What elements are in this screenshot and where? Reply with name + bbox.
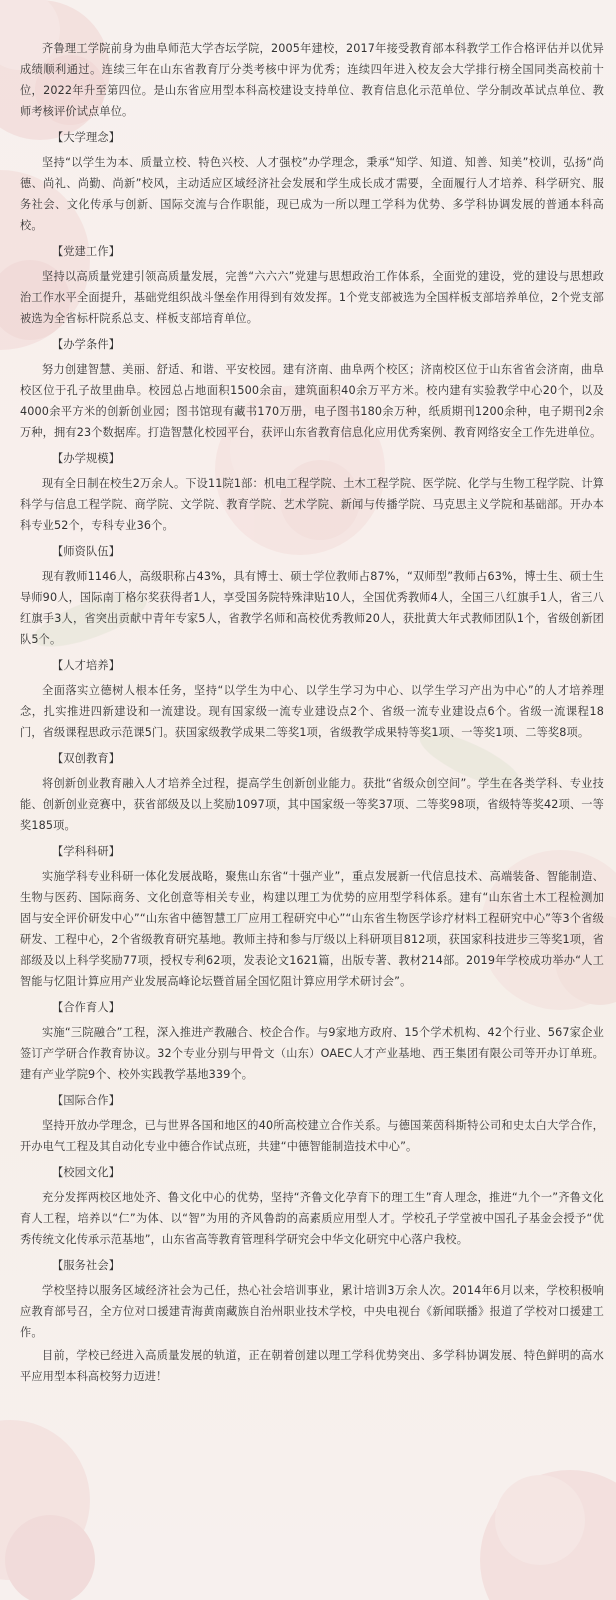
section-text: 坚持开放办学理念，已与世界各国和地区的40所高校建立合作关系。与德国莱茵科斯特公司和史太白大学合作，开办电气工程及其自动化专业中德合作试点班，共建“中德智能制造技术中心”。 [20, 1119, 604, 1153]
section-text: 现有全日制在校生2万余人。下设11院1部：机电工程学院、土木工程学院、医学院、化学与生物工程学院、计算科学与信息工程学院、商学院、文学院、教育学院、艺术学院、新闻与传播学院、马克思主义学院和基础部。开办本科专业52个，专科专业36个。 [20, 477, 604, 532]
section-conditions [20, 335, 604, 443]
section-cooperation [20, 998, 604, 1085]
section-philosophy [20, 128, 604, 236]
section-title: 【办学规模】 [52, 452, 121, 465]
section-title: 【学科科研】 [52, 845, 121, 858]
section-faculty [20, 542, 604, 650]
section-title: 【国际合作】 [52, 1094, 121, 1107]
peony-bottom-right-icon [480, 1470, 616, 1600]
section-text: 实施学科专业科研一体化发展战略，聚焦山东省“十强产业”，重点发展新一代信息技术、高端装备、智能制造、生物与医药、国际商务、文化创意等相关专业，构建以理工为优势的应用型学科体系。建有“山东省土木工程检测加固与安全评价研发中心”“山东省中德智慧工厂应用工程研究中心”“山东省生物医学诊疗材料工程研究中心”等3个省级研发、工程中心，2个省级教育研究基地。教师主持和参与厅级以上科研项目812项，获国家科技进步三等奖1项，省部级及以上科学奖励77项，授权专利62项，发表论文1621篇，出版专著、教材214部。2019年学校成功举办“人工智能与忆阻计算应用产业发展高峰论坛暨首届全国忆阻计算应用学术研讨会”。 [20, 870, 604, 988]
section-title: 【大学理念】 [52, 131, 121, 144]
section-text: 坚持“以学生为本、质量立校、特色兴校、人才强校”办学理念，秉承“知学、知道、知善、知美”校训，弘扬“尚德、尚礼、尚勤、尚新”校风，主动适应区域经济社会发展和学生成长成才需要，全面履行人才培养、科学研究、服务社会、文化传承与创新、国际交流与合作职能，现已成为一所以理工学科为优势、多学科协调发展的普通本科高校。 [20, 156, 604, 232]
section-text: 将创新创业教育融入人才培养全过程，提高学生创新创业能力。获批“省级众创空间”。学生在各类学科、专业技能、创新创业竞赛中，获省部级及以上奖励1097项，其中国家级一等奖37项、二等奖98项，省级特等奖42项、一等奖185项。 [20, 777, 604, 832]
section-international [20, 1091, 604, 1157]
section-research [20, 842, 604, 992]
section-text: 充分发挥两校区地处齐、鲁文化中心的优势，坚持“齐鲁文化孕育下的理工生”育人理念，推进“九个一”齐鲁文化育人工程，培养以“仁”为体、以“智”为用的齐风鲁韵的高素质应用型人才。学校孔子学堂被中国孔子基金会授予“优秀传统文化传承示范基地”，山东省高等教育管理科学研究会中华文化研究中心落户我校。 [20, 1191, 604, 1246]
intro-paragraph: 齐鲁理工学院前身为曲阜师范大学杏坛学院，2005年建校，2017年接受教育部本科教学工作合格评估并以优异成绩顺利通过。连续三年在山东省教育厅分类考核中评为优秀；连续四年进入校友会大学排行榜全国同类高校前十位，2022年升至第四位。是山东省应用型本科高校建设支持单位、教育信息化示范单位、学分制改革试点单位、教师考核评价试点单位。 [20, 42, 604, 118]
section-text: 学校坚持以服务区域经济社会为己任，热心社会培训事业，累计培训3万余人次。2014年6月以来，学校积极响应教育部号召，全方位对口援建青海黄南藏族自治州职业技术学校，中央电视台《新闻联播》报道了学校对口援建工作。 [20, 1284, 604, 1339]
section-text: 全面落实立德树人根本任务，坚持“以学生为中心、以学生学习为中心、以学生学习产出为中心”的人才培养理念，扎实推进四新建设和一流建设。现有国家级一流专业建设点2个、省级一流专业建设点6个。省级一流课程18门，省级课程思政示范课5门。获国家级教学成果二等奖1项，省级教学成果特等奖1项、一等奖1项、二等奖8项。 [20, 684, 604, 739]
section-text: 现有教师1146人，高级职称占43%，具有博士、硕士学位教师占87%，“双师型”教师占63%，博士生、硕士生导师90人，国际南丁格尔奖获得者1人，享受国务院特殊津贴10人，全国优秀教师4人，全国三八红旗手1人，省三八红旗手3人，省突出贡献中青年专家5人，省教学名师和高校优秀教师20人，获批黄大年式教师团队1个，省级创新团队5个。 [20, 570, 604, 646]
section-text: 坚持以高质量党建引领高质量发展，完善“六六六”党建与思想政治工作体系，全面党的建设，党的建设与思想政治工作水平全面提升，基础党组织战斗堡垒作用得到有效发挥。1个党支部被选为全国样板支部培养单位，2个党支部被选为全省标杆院系总支、样板支部培育单位。 [20, 270, 604, 325]
section-scale [20, 449, 604, 536]
section-title: 【师资队伍】 [52, 545, 121, 558]
section-text: 努力创建智慧、美丽、舒适、和谐、平安校园。建有济南、曲阜两个校区；济南校区位于山东省省会济南，曲阜校区位于孔子故里曲阜。校园总占地面积1500余亩，建筑面积40余万平方米。校内建有实验教学中心20个，以及4000余平方米的创新创业园；图书馆现有藏书170万册，电子图书180余万种，纸质期刊1200余种，电子期刊2余万种，拥有23个数据库。打造智慧化校园平台，获评山东省教育信息化应用优秀案例、教育网络安全工作先进单位。 [20, 363, 604, 439]
section-title: 【双创教育】 [52, 752, 121, 765]
section-service [20, 1256, 604, 1343]
section-title: 【党建工作】 [52, 245, 121, 258]
section-culture [20, 1163, 604, 1250]
section-title: 【办学条件】 [52, 338, 121, 351]
section-title: 【服务社会】 [52, 1259, 121, 1272]
section-party-building [20, 242, 604, 329]
section-title: 【人才培养】 [52, 659, 121, 672]
section-title: 【校园文化】 [52, 1166, 121, 1179]
section-talent [20, 656, 604, 743]
closing-paragraph: 目前，学校已经进入高质量发展的轨道，正在朝着创建以理工学科优势突出、多学科协调发展、特色鲜明的高水平应用型本科高校努力迈进！ [20, 1349, 604, 1383]
peony-bottom-left-icon [0, 1420, 95, 1600]
section-text: 实施“三院融合”工程，深入推进产教融合、校企合作。与9家地方政府、15个学术机构、42个行业、567家企业签订产学研合作教育协议。32个专业分别与甲骨文（山东）OAEC人才产业基地、西王集团有限公司等开办订单班。建有产业学院9个、校外实践教学基地339个。 [20, 1026, 604, 1081]
section-title: 【合作育人】 [52, 1001, 121, 1014]
section-innovation [20, 749, 604, 836]
